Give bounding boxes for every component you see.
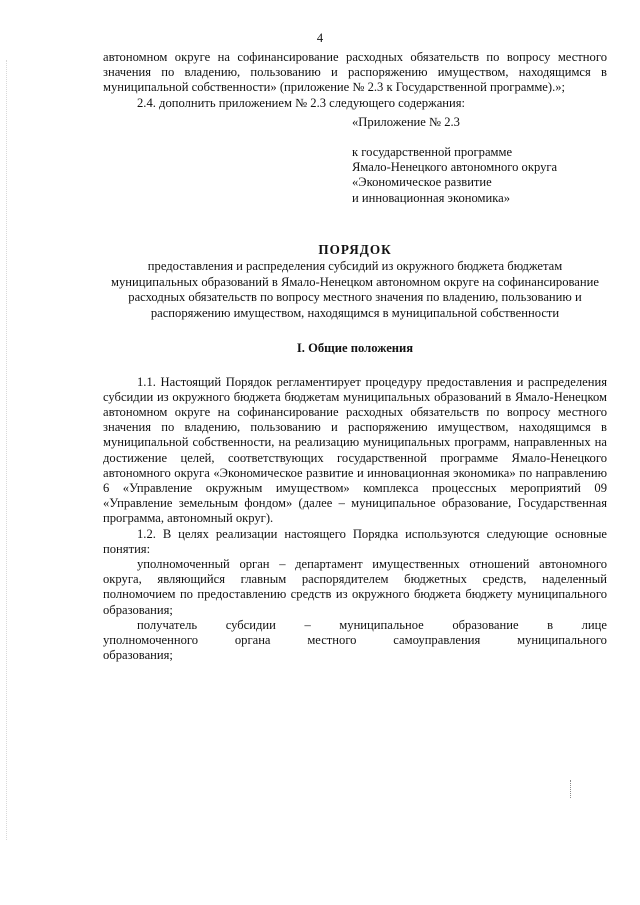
word: муниципального [517,633,607,648]
word: местного [307,633,357,648]
definition-recipient-line3: образования; [103,648,173,663]
appendix-header [352,115,607,206]
amendment-item: 2.4. дополнить приложением № 2.3 следующего содержания: [137,95,466,110]
document-body [103,50,607,663]
word: уполномоченного [103,633,199,648]
appendix-line: и инновационная экономика» [352,190,511,205]
definition-recipient [103,618,607,664]
word: в [547,617,554,632]
document-subtitle: предоставления и распределения субсидий из окружного бюджета бюджетам муниципальных образований в Ямало-Ненецком автономном округе на софинансирование расходных обязательств по вопросу местного значения по владению, пользованию и распоряжению имуществом, находящимся в муниципальной собственности [111,259,599,320]
section-heading: I. Общие положения [296,341,414,356]
definition-authorized-body: уполномоченный орган – департамент имущественных отношений автономного округа, являющийся главным распорядителем бюджетных средств, наделенный полномочием по предоставлению средств из окружного бюджета бюджету муниципального образования; [103,557,607,617]
intro-paragraph: автономном округе на софинансирование расходных обязательств по вопросу местного значения по владению, пользованию и распоряжению имуществом, находящимся в муниципальной собственности» (приложение № 2.3 к Государственной программе).»; [103,50,607,95]
page-number: 4 [316,31,324,45]
word: органа [234,633,271,648]
appendix-gap [352,130,607,145]
word: получатель [137,617,198,632]
word: муниципальное [339,617,424,632]
word: субсидии [225,617,276,632]
word: самоуправления [393,633,481,648]
definition-recipient-line2 [103,633,607,648]
scan-edge-artifact [6,60,8,840]
scan-mark [570,780,573,798]
word: – [304,617,311,632]
document-title: ПОРЯДОК [318,241,392,257]
clause-1-1: 1.1. Настоящий Порядок регламентирует процедуру предоставления и распределения субсидии из окружного бюджета бюджетам муниципальных образований в Ямало-Ненецком автономном округе на софинансирование расходных обязательств по вопросу местного значения по владению, пользованию и распоряжению имуществом, находящимся в муниципальной собственности, на реализацию муниципальных программ, направленных на достижение целей, соответствующих государственной программе Ямало-Ненецкого автономного округа «Экономическое развитие и инновационная экономика» по направлению 6 «Управление окружным имуществом» комплекса процессных мероприятий 09 «Управление земельным фондом» (далее – муниципальное образование, Государственная программа, автономный округ). [103,374,607,526]
definition-recipient-line1 [103,618,607,633]
clause-1-2: 1.2. В целях реализации настоящего Порядка используются следующие основные понятия: [103,526,607,556]
word: лице [581,617,607,632]
appendix-label: «Приложение № 2.3 [352,114,460,129]
appendix-line: «Экономическое развитие [352,175,492,190]
word: образование [452,617,519,632]
appendix-line: к государственной программе [352,145,513,160]
appendix-line: Ямало-Ненецкого автономного округа [352,160,558,175]
